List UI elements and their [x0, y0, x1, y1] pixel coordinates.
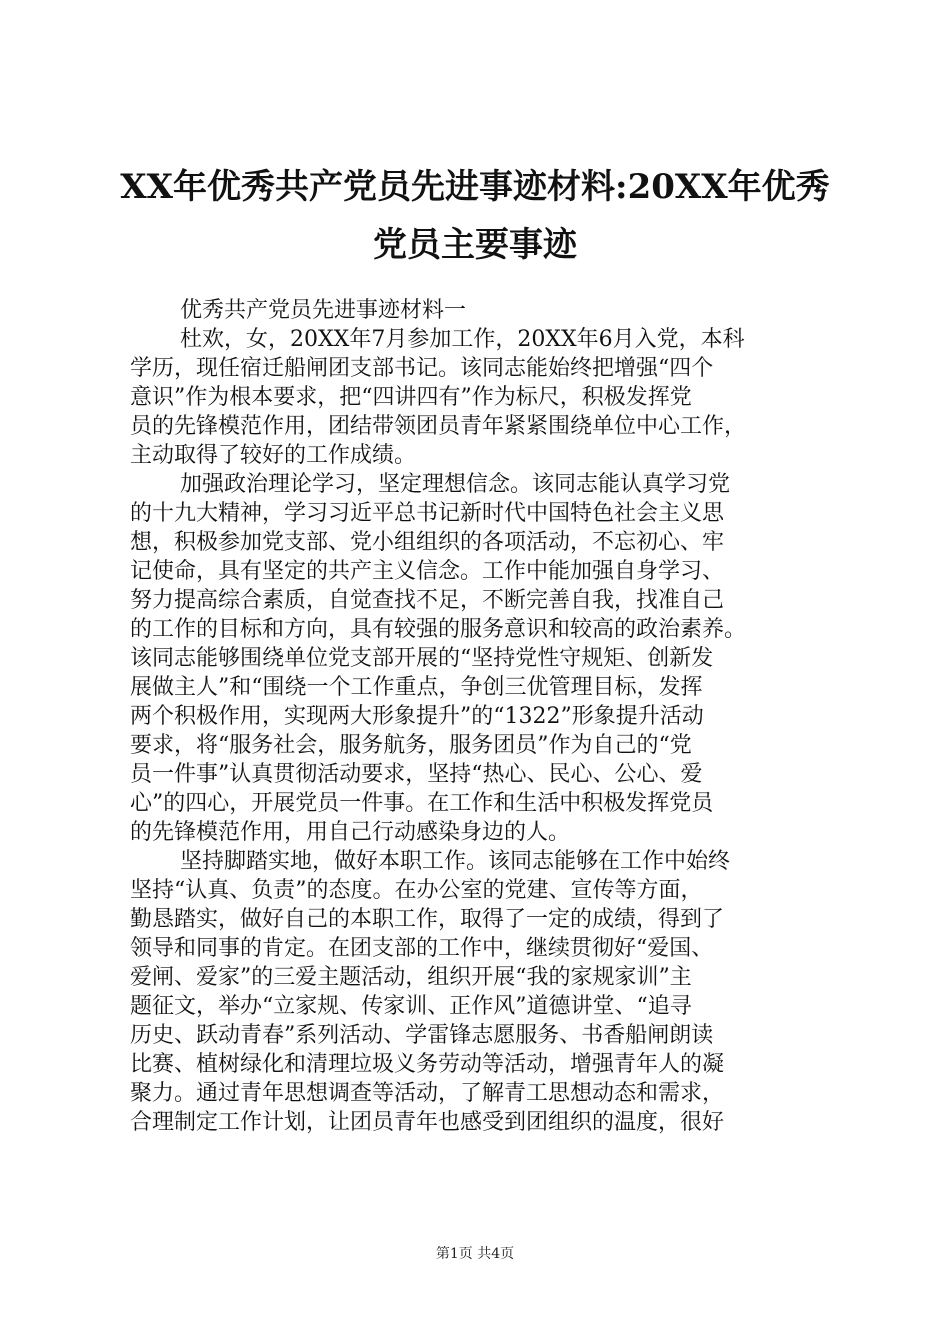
body-line: 的十九大精神，学习习近平总书记新时代中国特色社会主义思 — [130, 501, 725, 526]
body-line: 想，积极参加党支部、党小组组织的各项活动，不忘初心、牢 — [130, 530, 725, 555]
body-line: 加强政治理论学习，坚定理想信念。该同志能认真学习党 — [180, 472, 731, 497]
body-line: 两个积极作用，实现两大形象提升”的“1322”形象提升活动 — [130, 704, 704, 729]
body-line: 员一件事”认真贯彻活动要求，坚持“热心、民心、公心、爱 — [130, 762, 703, 787]
body-line: 心”的四心，开展党员一件事。在工作和生活中积极发挥党员 — [130, 791, 714, 816]
document-body — [130, 296, 830, 1137]
body-line: 努力提高综合素质，自觉查找不足，不断完善自我，找准自己 — [130, 588, 725, 613]
body-line: 坚持“认真、负责”的态度。在办公室的党建、宣传等方面， — [130, 878, 703, 903]
body-line: 杜欢，女，20XX年7月参加工作，20XX年6月入党，本科 — [180, 327, 745, 352]
body-line: 要求，将“服务社会，服务航务，服务团员”作为自己的“党 — [130, 733, 692, 758]
body-line: 意识”作为根本要求，把“四讲四有”作为标尺，积极发挥党 — [130, 385, 692, 410]
body-line: 记使命，具有坚定的共产主义信念。工作中能加强自身学习、 — [130, 559, 725, 584]
body-line: 领导和同事的肯定。在团支部的工作中，继续贯彻好“爱国、 — [130, 936, 714, 961]
body-line: 展做主人”和“围绕一个工作重点，争创三优管理目标，发挥 — [130, 675, 703, 700]
body-line: 合理制定工作计划，让团员青年也感受到团组织的温度，很好 — [130, 1110, 725, 1135]
body-line: 爱闸、爱家”的三爱主题活动，组织开展“我的家规家训”主 — [130, 965, 692, 990]
body-line: 该同志能够围绕单位党支部开展的“坚持党性守规矩、创新发 — [130, 646, 714, 671]
body-line: 主动取得了较好的工作成绩。 — [130, 443, 417, 468]
page-number-footer: 第1页 共4页 — [435, 1246, 515, 1262]
title-line-2: 党员主要事迹 — [373, 225, 577, 265]
section-heading: 优秀共产党员先进事迹材料一 — [180, 298, 467, 323]
document-title — [110, 158, 840, 274]
body-line: 的工作的目标和方向，具有较强的服务意识和较高的政治素养。 — [130, 617, 747, 642]
title-line-1: XX年优秀共产党员先进事迹材料:20XX年优秀 — [120, 167, 830, 207]
body-line: 比赛、植树绿化和清理垃圾义务劳动等活动，增强青年人的凝 — [130, 1052, 725, 1077]
body-line: 坚持脚踏实地，做好本职工作。该同志能够在工作中始终 — [180, 849, 731, 874]
body-line: 历史、跃动青春”系列活动、学雷锋志愿服务、书香船闸朗读 — [130, 1023, 714, 1048]
body-line: 勤恳踏实，做好自己的本职工作，取得了一定的成绩，得到了 — [130, 907, 725, 932]
body-line: 的先锋模范作用，用自己行动感染身边的人。 — [130, 820, 571, 845]
body-line: 聚力。通过青年思想调查等活动，了解青工思想动态和需求， — [130, 1081, 725, 1106]
body-line: 题征文，举办“立家规、传家训、正作风”道德讲堂、“追寻 — [130, 994, 692, 1019]
body-line: 学历，现任宿迁船闸团支部书记。该同志能始终把增强“四个 — [130, 356, 714, 381]
body-line: 员的先锋模范作用，团结带领团员青年紧紧围绕单位中心工作， — [130, 414, 747, 439]
